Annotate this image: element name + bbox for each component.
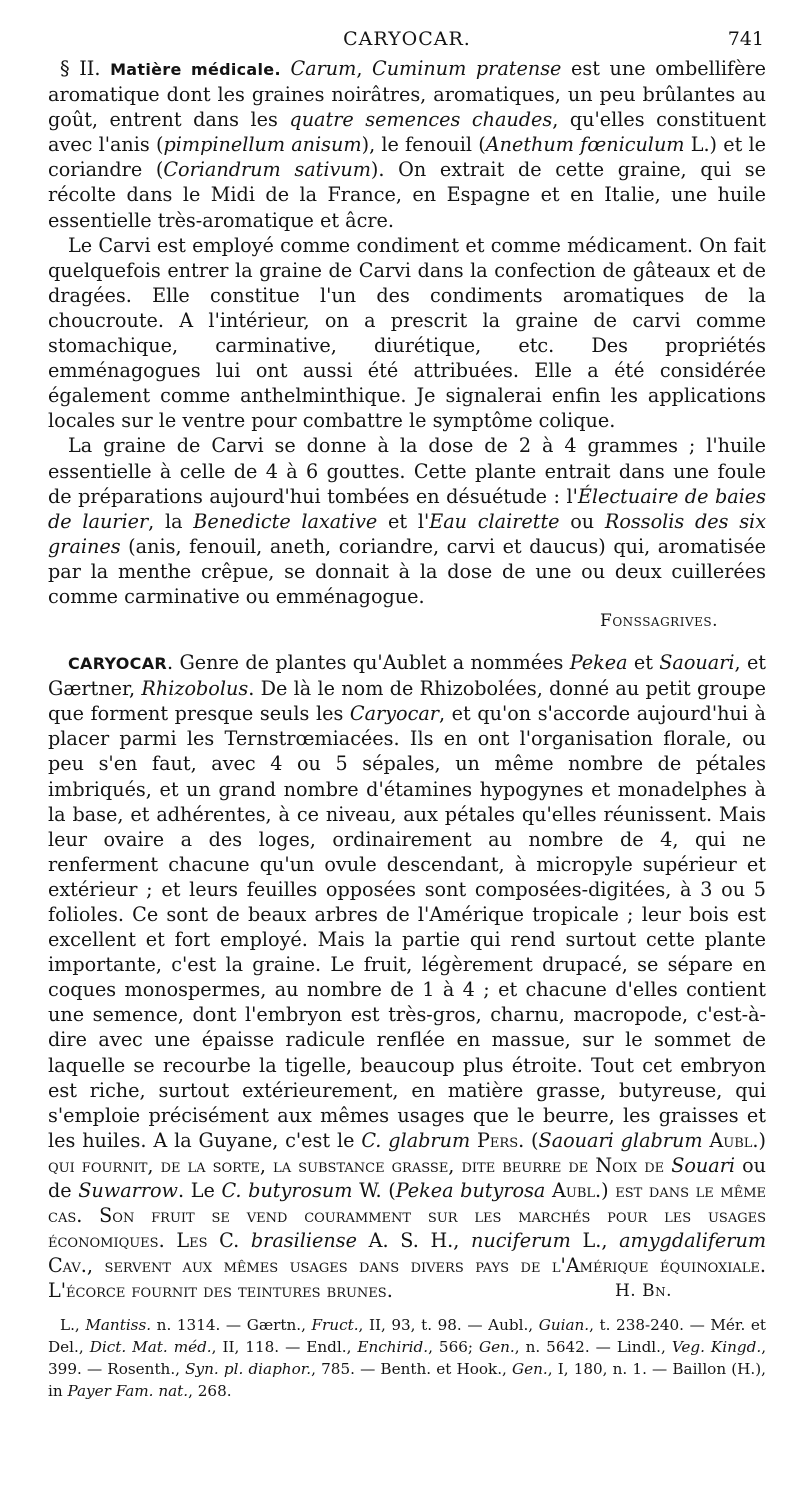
caryocar-article [48,650,766,1303]
ref-title: Guian. [538,1315,590,1334]
page-number: 741 [727,28,764,50]
italic-term: Cuminum pratense [372,57,562,80]
ref-text: , II, 93, t. 98. — Aubl., [358,1315,539,1334]
bibliography [48,1314,766,1402]
text-run: , qu'elles constituent avec l'anis ( [48,108,766,157]
italic-term: Benedicte laxative [193,509,378,533]
ref-text: , n. 5642. — Lindl., [514,1337,672,1356]
text-run: Aubl.) qui fournit, de la sorte, la substance grasse, dite beurre de Noix de [48,1128,766,1177]
ref-title: Mantiss. [85,1315,152,1334]
text-run: La graine de Carvi se donne à la dose de 2 à 4 grammes ; l'huile essentielle à celle de 4 à 6 gouttes. Cette plante entrait dans une foule de préparations aujourd'hui tombées en désuétude : l' [48,434,766,508]
ref-text: , II, 118. — Endl., [211,1337,358,1356]
italic-term: brasiliense [250,1229,357,1253]
text-run: ou [559,509,605,533]
italic-term: Coriandrum sativum [163,158,371,182]
italic-term: Rhizobolus [141,677,249,701]
italic-term: Carum [290,57,357,80]
text-run: , [356,57,373,80]
text-run: . Le [177,1179,222,1203]
text-run: (anis, fenouil, aneth, coriandre, carvi et daucus) qui, aromatisée par la menthe crêpue, se donnait à la dose de une ou deux cuillerées comme carminative ou emménagogue. [48,534,766,608]
text-run: et [627,651,660,675]
ref-title: Gen. [479,1337,515,1356]
page [48,26,766,1402]
section-heading: Matière médicale. [110,60,281,79]
text-run: . De là le nom de Rhizobolées, donné au petit groupe que forment presque seuls les [48,677,766,726]
text-run: W. ( [352,1179,396,1203]
italic-term: Pekea butyrosa [395,1179,546,1203]
page-header [48,26,766,56]
ref-text: , I, 180, n. 1. — Baillon (H.), in [48,1359,767,1400]
ref-title: Payer Fam. nat. [67,1381,189,1400]
italic-term: C. butyrosum [221,1179,353,1203]
ref-text: L., [60,1315,86,1334]
ref-text: n. 1314. — Gærtn., [151,1315,312,1334]
reference-list [48,1314,766,1402]
italic-term: amygdaliferum [619,1229,767,1253]
text-run: A. S. H., [356,1229,472,1253]
ref-text: , 785. — Benth. et Hook., [311,1359,512,1378]
text-run: , et Gærtner, [48,651,767,701]
text-run: , la [148,509,194,533]
italic-term: nuciferum [471,1229,571,1253]
author-signature-hbn: H. Bn. [614,1280,672,1301]
ref-title: Fruct. [311,1315,359,1334]
italic-term: Anethum fœniculum [485,133,685,157]
text-run: Pers. ( [470,1128,539,1152]
ref-title: Syn. pl. diaphor. [185,1359,312,1378]
italic-term: Électuaire de baies de laurier [48,484,766,533]
ref-text: , 399. — Rosenth., [48,1337,767,1378]
italic-term: pimpinellum anisum [163,133,362,157]
text-run: L.) et le coriandre ( [48,133,767,182]
italic-term: Suwarrow [78,1179,178,1203]
italic-term: Pekea [569,651,628,675]
italic-term: Saouari [659,651,735,675]
italic-term: Caryocar [349,702,439,726]
section-number: § II. [60,57,101,80]
author-signature-fonssagrives: Fonssagrives. [600,611,718,632]
italic-term: Souari [671,1153,736,1177]
ref-text: , t. 238-240. — Mér. et Del., [48,1315,766,1356]
text-run: Cav., servent aux mêmes usages dans divers pays de l'Amérique équinoxiale. L'écorce fournit des teintures brunes. [48,1254,766,1303]
text-run: est une ombellifère aromatique dont les graines noirâtres, aromatiques, un peu brûlantes au goût, entrent dans les [48,57,766,132]
text-run: Aubl.) est dans le même cas. Son fruit se vend couramment sur les marchés pour les usages économiques. Les C. [48,1179,766,1253]
italic-term: Rossolis des six graines [48,509,767,558]
italic-term: Saouari glabrum [538,1128,703,1152]
italic-term: Eau clairette [429,509,560,533]
text-run: . Genre de plantes qu'Aublet a nommées [167,651,570,675]
italic-term: C. glabrum [361,1128,471,1152]
carum-paragraph-1 [48,56,766,233]
ref-title: Enchirid. [357,1337,429,1356]
article-body [48,56,766,1304]
ref-text: , 566; [428,1337,480,1356]
ref-title: Veg. Kingd. [671,1337,762,1356]
entry-heading-caryocar: CARYOCAR [68,654,168,674]
ref-title: Dict. Mat. méd. [89,1337,212,1356]
text-run: et l' [377,509,430,533]
ref-title: Gen. [512,1359,548,1378]
text-run: ). On extrait de cette graine, qui se récolte dans le Midi de la France, en Espagne et en Italie, une huile essentielle très-aromatique et âcre. [48,158,766,232]
text-run: L., [570,1229,620,1253]
running-title: CARYOCAR. [343,28,471,50]
text-run: , et qu'on s'accorde aujourd'hui à placer parmi les Ternstrœmiacées. Ils en ont l'organisation florale, ou peu s'en faut, avec 4 ou 5 sépales, un même nombre de pétales imbriqués, et un grand nombre d'étamines hypogynes et monadelphes à la base, et adhérentes, à ce niveau, aux pétales qu'elles réunissent. Mais leur ovaire a des loges, ordinairement au nombre de 4, qui ne renferment chacune qu'un ovule descendant, à micropyle supérieur et extérieur ; et leurs feuilles opposées sont composées-digitées, à 3 ou 5 folioles. Ce sont de beaux arbres de l'Amérique tropicale ; leur bois est excellent et fort employé. Mais la partie qui rend surtout cette plante importante, c'est la graine. Le fruit, légèrement drupacé, se sépare en coques monospermes, au nombre de 1 à 4 ; et chacune d'elles contient une semence, dont l'embryon est très-gros, charnu, macropode, c'est-à-dire avec une épaisse radicule renflée en massue, sur le sommet de laquelle se recourbe la tigelle, beaucoup plus étroite. Tout cet embryon est riche, surtout extérieurement, en matière grasse, butyreuse, qui s'emploie précisément aux mêmes usages que le beurre, les graisses et les huiles. A la Guyane, c'est le [48,702,766,1152]
ref-text: , 268. [188,1381,232,1400]
text-run: ou de [48,1153,766,1203]
text-run: ), le fenouil ( [361,133,486,157]
section-gap [48,634,766,650]
carum-paragraph-3 [48,433,766,609]
carum-paragraph-2: Le Carvi est employé comme condiment et comme médicament. On fait quelquefois entrer la graine de Carvi dans la confection de gâteaux et de dragées. Elle constitue l'un des condiments aromatiques de la choucroute. A l'intérieur, on a prescrit la graine de carvi comme stomachique, carminative, diurétique, etc. Des propriétés emménagogues lui ont aussi été attribuées. Elle a été considérée également comme anthelminthique. Je signalerai enfin les applications locales sur le ventre pour combattre le symptôme colique. [48,233,766,433]
italic-term: quatre semences chaudes [289,108,553,132]
